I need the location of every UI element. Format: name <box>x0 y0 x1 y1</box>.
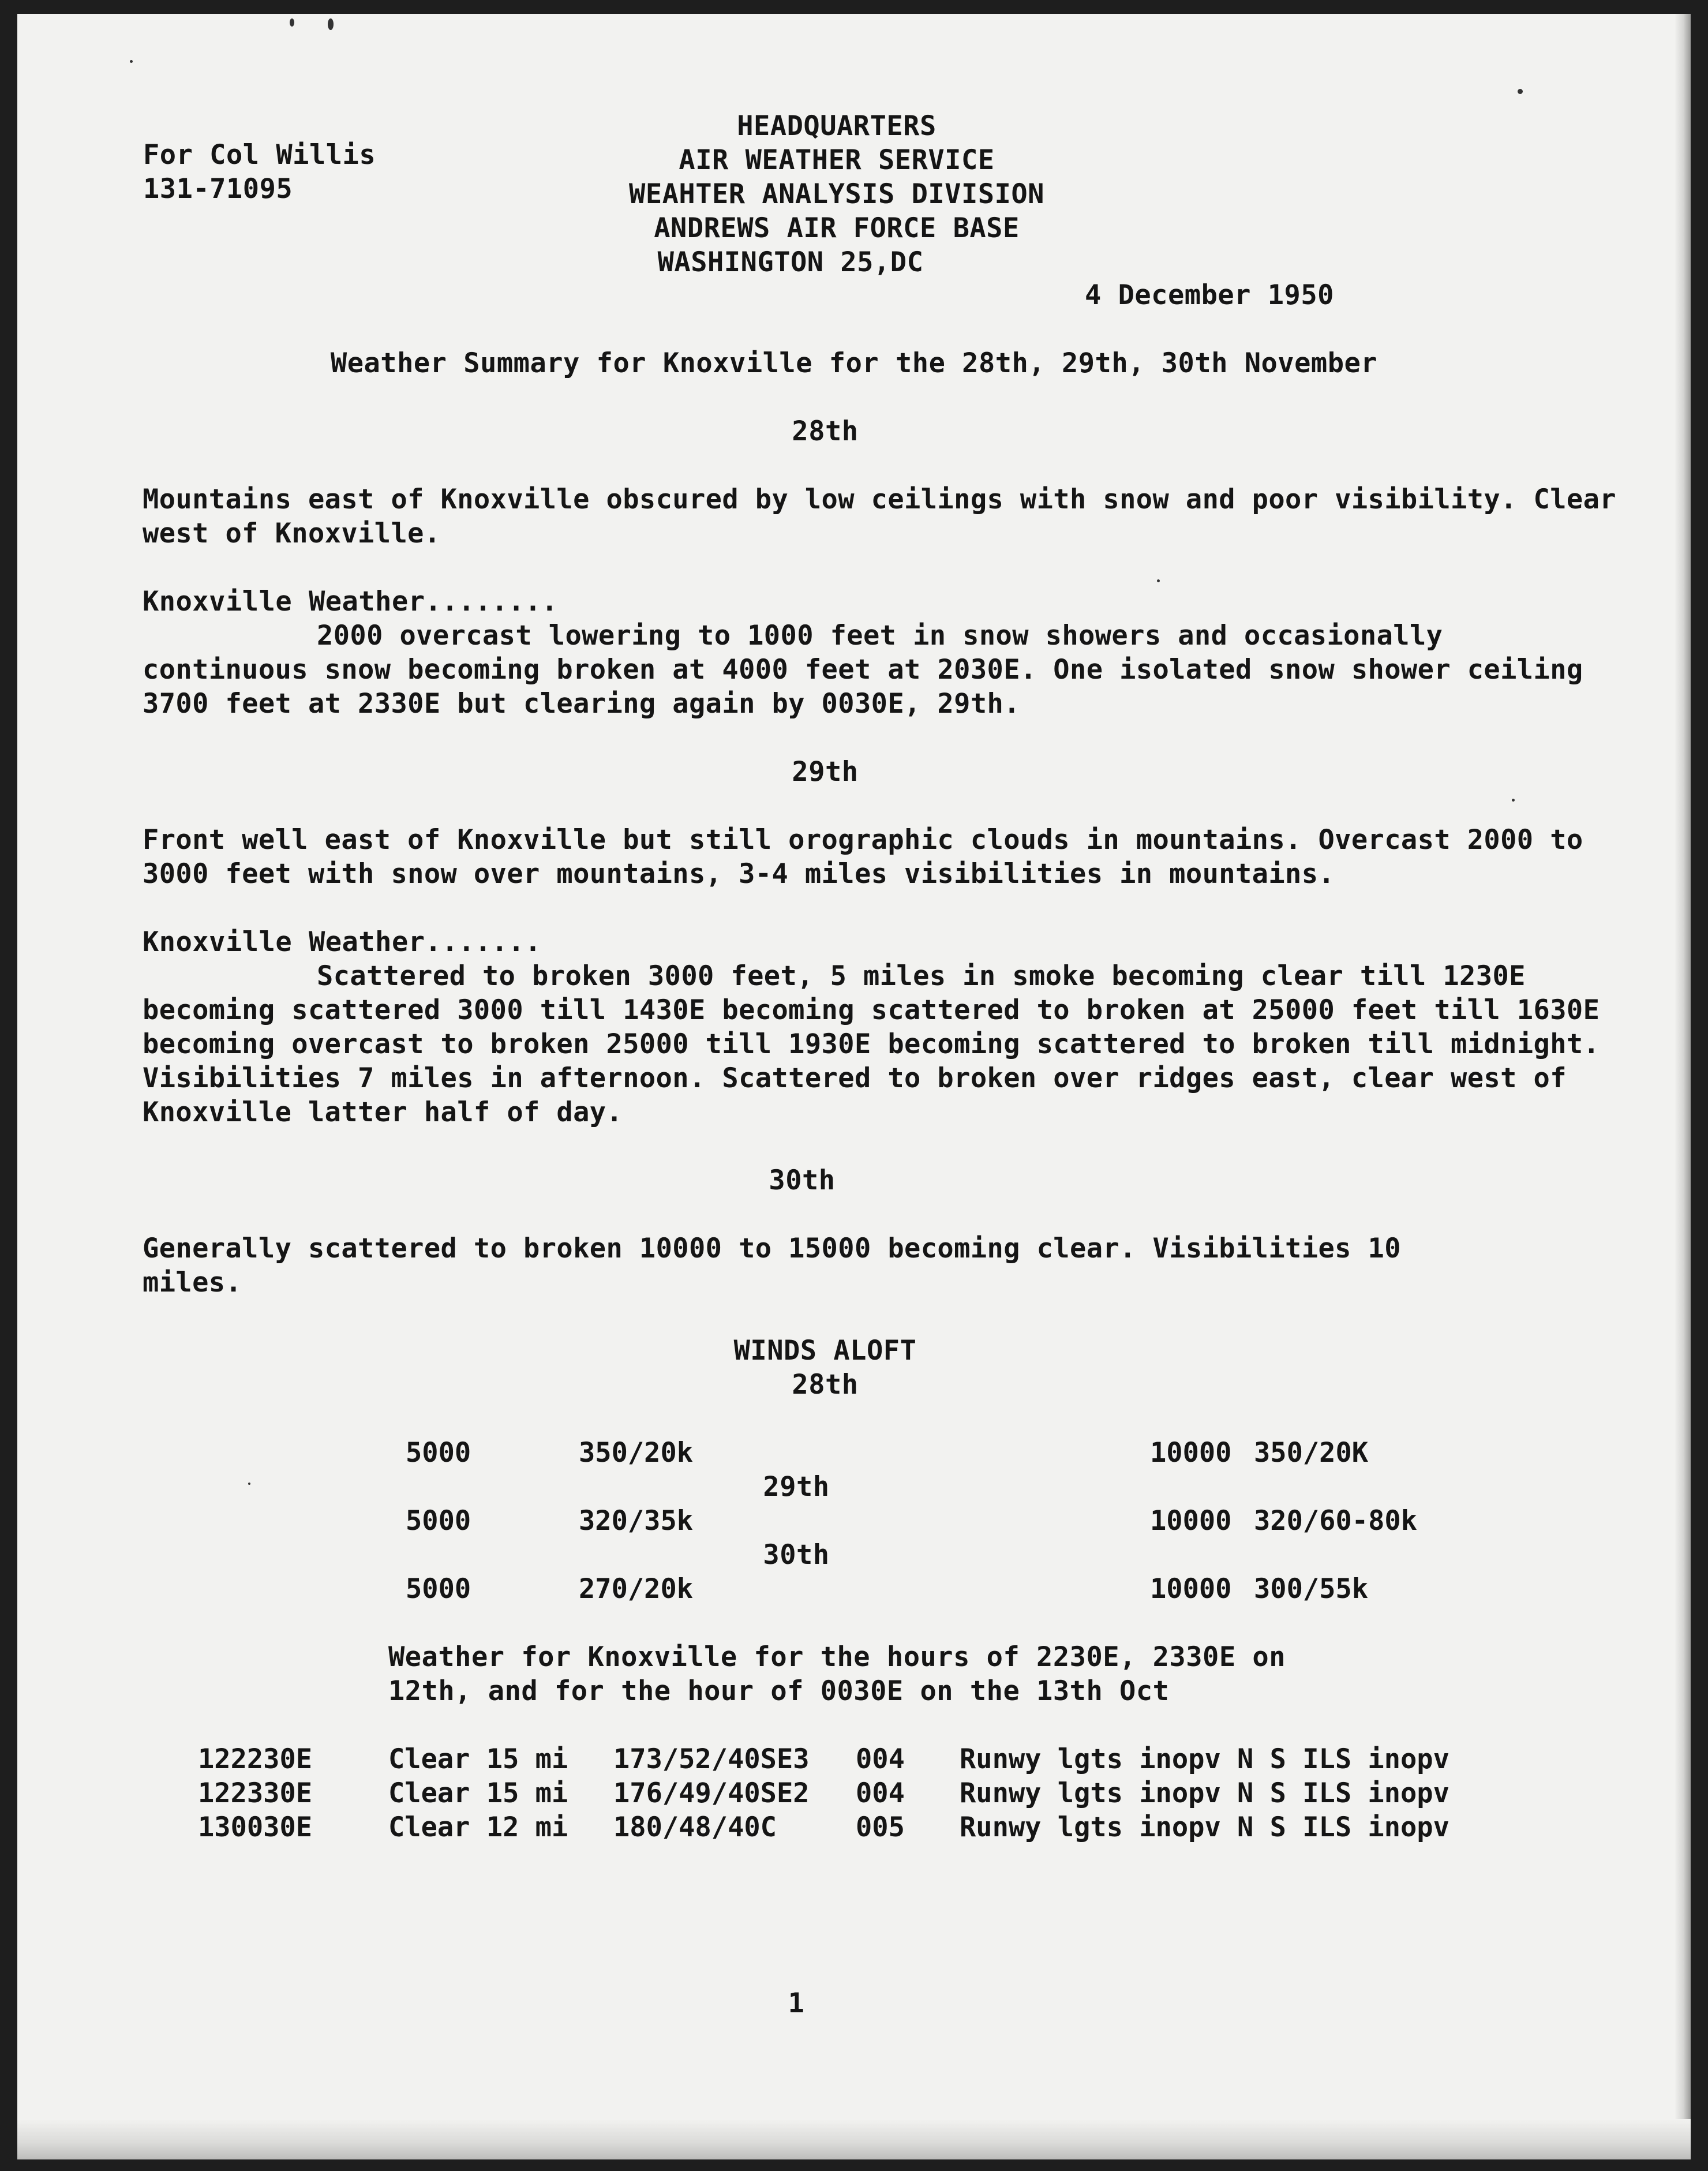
section-heading-28th: 28th <box>792 416 859 447</box>
paper-speck <box>1157 579 1160 582</box>
recipient-line: For Col Willis <box>143 139 376 171</box>
paper-speck <box>130 60 133 63</box>
obs-remarks: Runwy lgts inopv N S ILS inopv <box>960 1811 1449 1843</box>
obs-code: 004 <box>856 1777 905 1809</box>
reference-number: 131-71095 <box>143 173 293 205</box>
wind-altitude-high: 10000 <box>1150 1437 1232 1469</box>
letterhead-line-4: ANDREWS AIR FORCE BASE <box>654 212 1020 244</box>
section-30th-paragraph: Generally scattered to broken 10000 to 15000 becoming clear. Visibilities 10 miles. <box>143 1233 1401 1298</box>
paper-speck <box>1512 799 1515 802</box>
letterhead-line-5: WASHINGTON 25,DC <box>657 246 924 278</box>
obs-remarks: Runwy lgts inopv N S ILS inopv <box>960 1743 1449 1775</box>
obs-data: 180/48/40C <box>613 1811 777 1843</box>
obs-time: 122230E <box>198 1743 313 1775</box>
section-heading-30th: 30th <box>769 1165 836 1196</box>
obs-remarks: Runwy lgts inopv N S ILS inopv <box>960 1777 1449 1809</box>
wind-value-high: 300/55k <box>1254 1573 1369 1605</box>
obs-sky: Clear 15 mi <box>388 1743 568 1775</box>
wind-value-low: 320/35k <box>579 1505 694 1537</box>
paper-speck <box>1518 89 1523 94</box>
wind-altitude-high: 10000 <box>1150 1573 1232 1605</box>
section-heading-29th: 29th <box>792 756 859 788</box>
document-date: 4 December 1950 <box>1085 279 1334 311</box>
obs-data: 176/49/40SE2 <box>613 1777 810 1809</box>
paper-speck <box>328 18 334 30</box>
letterhead-line-3: WEAHTER ANALYSIS DIVISION <box>629 178 1044 210</box>
obs-time: 122330E <box>198 1777 313 1809</box>
obs-code: 004 <box>856 1743 905 1775</box>
knoxville-weather-label-29th: Knoxville Weather....... <box>143 926 542 958</box>
winds-day-29th: 29th <box>763 1471 830 1503</box>
winds-aloft-title: WINDS ALOFT <box>733 1335 917 1367</box>
wind-value-low: 270/20k <box>579 1573 694 1605</box>
knoxville-weather-label-28th: Knoxville Weather........ <box>143 586 558 617</box>
document-title: Weather Summary for Knoxville for the 28th, 29th, 30th November <box>330 347 1378 379</box>
paper-speck <box>248 1483 250 1485</box>
wind-altitude-high: 10000 <box>1150 1505 1232 1537</box>
obs-data: 173/52/40SE3 <box>613 1743 810 1775</box>
obs-code: 005 <box>856 1811 905 1843</box>
obs-time: 130030E <box>198 1811 313 1843</box>
letterhead-line-2: AIR WEATHER SERVICE <box>679 144 995 176</box>
page-bottom-shadow <box>17 2119 1691 2159</box>
knoxville-weather-29th-text: Scattered to broken 3000 feet, 5 miles in smoke becoming clear till 1230E becoming scattered 3000 till 1430E becoming scattered to broken at 25000 feet till 1630E becoming overcast to broken 25000 till 1930E becoming scattered to broken till midnight. Visibilities 7 miles in afternoon. Scattered to broken over ridges east, clear west of Knoxville latter half of day. <box>143 960 1600 1128</box>
wind-altitude-low: 5000 <box>406 1505 471 1537</box>
october-intro-line-2: 12th, and for the hour of 0030E on the 13th Oct <box>388 1675 1170 1707</box>
obs-sky: Clear 15 mi <box>388 1777 568 1809</box>
winds-day-30th: 30th <box>763 1539 830 1571</box>
wind-altitude-low: 5000 <box>406 1437 471 1469</box>
knoxville-weather-28th-text: 2000 overcast lowering to 1000 feet in snow showers and occasionally continuous snow becoming broken at 4000 feet at 2030E. One isolated snow shower ceiling 3700 feet at 2330E but clearing again by 0030E, 29th. <box>143 620 1583 720</box>
obs-sky: Clear 12 mi <box>388 1811 568 1843</box>
page-number: 1 <box>788 1987 805 2019</box>
document-page <box>17 14 1691 2159</box>
wind-value-high: 320/60-80k <box>1254 1505 1417 1537</box>
section-28th-paragraph: Mountains east of Knoxville obscured by low ceilings with snow and poor visibility. Clear west of Knoxville. <box>143 484 1616 549</box>
section-29th-paragraph: Front well east of Knoxville but still orographic clouds in mountains. Overcast 2000 to 3000 feet with snow over mountains, 3-4 miles visibilities in mountains. <box>143 824 1583 890</box>
letterhead-line-1: HEADQUARTERS <box>737 110 937 142</box>
wind-value-low: 350/20k <box>579 1437 694 1469</box>
wind-altitude-low: 5000 <box>406 1573 471 1605</box>
october-intro-line-1: Weather for Knoxville for the hours of 2230E, 2330E on <box>388 1641 1286 1673</box>
wind-value-high: 350/20K <box>1254 1437 1369 1469</box>
page-edge-shadow <box>1675 14 1691 2159</box>
paper-speck <box>290 18 294 27</box>
winds-day-28th: 28th <box>792 1369 859 1401</box>
